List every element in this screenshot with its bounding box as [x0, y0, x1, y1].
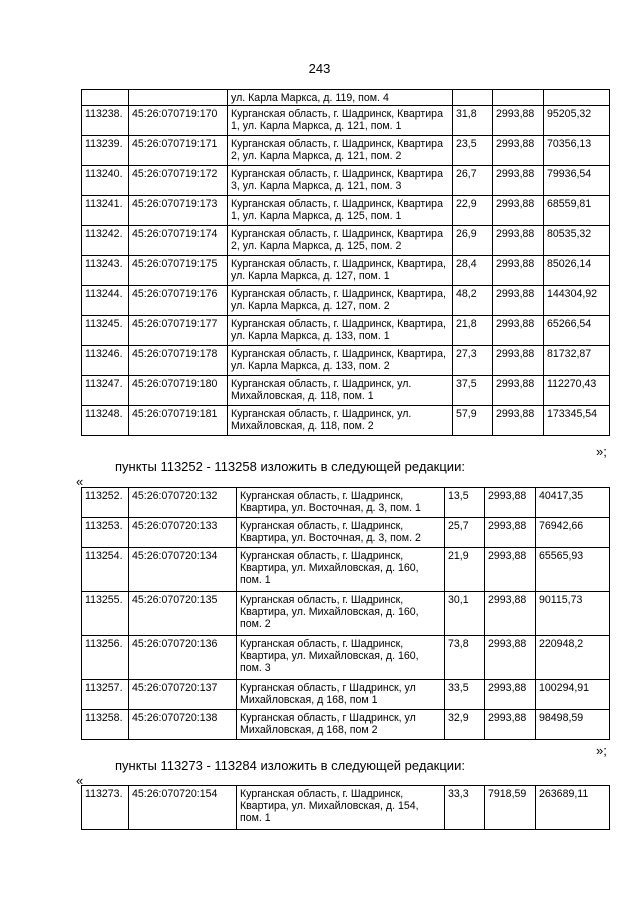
value-cell: 76942,66 [536, 518, 610, 548]
rate-cell: 2993,88 [493, 376, 544, 406]
area-cell: 26,7 [453, 166, 493, 196]
item-number-cell: 113241. [82, 196, 129, 226]
cadastral-number-cell: 45:26:070719:175 [129, 256, 228, 286]
cadastral-number-cell: 45:26:070720:135 [129, 592, 237, 636]
area-cell: 21,8 [453, 316, 493, 346]
table-row [82, 680, 610, 710]
closing-quote: »; [596, 743, 607, 758]
value-cell: 80535,32 [544, 226, 610, 256]
cadastral-number-cell [129, 90, 228, 106]
rate-cell: 2993,88 [485, 680, 536, 710]
rate-cell: 2993,88 [485, 592, 536, 636]
cadastral-number-cell: 45:26:070720:138 [129, 710, 237, 740]
address-cell: Курганская область, г. Шадринск, Квартира 2, ул. Карла Маркса, д. 125, пом. 2 [228, 226, 453, 256]
area-cell: 33,3 [445, 786, 485, 830]
address-cell: Курганская область, г. Шадринск, Квартира, ул. Михайловская, д. 160, пом. 3 [237, 636, 445, 680]
item-number-cell: 113258. [82, 710, 129, 740]
item-number-cell: 113255. [82, 592, 129, 636]
item-number-cell: 113246. [82, 346, 129, 376]
table-row [82, 286, 610, 316]
table-row [82, 710, 610, 740]
rate-cell: 2993,88 [493, 136, 544, 166]
address-cell: Курганская область, г Шадринск, ул Михайловская, д 168, пом 2 [237, 710, 445, 740]
address-cell: Курганская область, г. Шадринск, Квартира, ул. Восточная, д. 3, пом. 2 [237, 518, 445, 548]
cadastral-number-cell: 45:26:070720:134 [129, 548, 237, 592]
value-cell: 81732,87 [544, 346, 610, 376]
table-row [82, 786, 610, 830]
item-number-cell: 113243. [82, 256, 129, 286]
table-row [82, 136, 610, 166]
area-cell: 57,9 [453, 406, 493, 436]
amendment-paragraph: пункты 113252 - 113258 изложить в следующей редакции: [115, 459, 465, 474]
table-row [82, 90, 610, 106]
rate-cell: 2993,88 [485, 548, 536, 592]
opening-quote: « [76, 474, 84, 489]
opening-quote: « [76, 773, 84, 788]
rate-cell: 7918,59 [485, 786, 536, 830]
value-cell: 65266,54 [544, 316, 610, 346]
table-row [82, 548, 610, 592]
property-table-2 [81, 487, 610, 740]
rate-cell: 2993,88 [485, 518, 536, 548]
rate-cell: 2993,88 [493, 196, 544, 226]
table-row [82, 256, 610, 286]
item-number-cell: 113273. [82, 786, 129, 830]
rate-cell: 2993,88 [493, 106, 544, 136]
item-number-cell: 113253. [82, 518, 129, 548]
value-cell: 100294,91 [536, 680, 610, 710]
address-cell: Курганская область, г. Шадринск, Квартира 1, ул. Карла Маркса, д. 125, пом. 1 [228, 196, 453, 226]
table-row [82, 346, 610, 376]
rate-cell: 2993,88 [485, 710, 536, 740]
item-number-cell: 113257. [82, 680, 129, 710]
cadastral-number-cell: 45:26:070719:174 [129, 226, 228, 256]
table-row [82, 518, 610, 548]
cadastral-number-cell: 45:26:070720:137 [129, 680, 237, 710]
area-cell: 23,5 [453, 136, 493, 166]
table-row [82, 488, 610, 518]
area-cell: 22,9 [453, 196, 493, 226]
cadastral-number-cell: 45:26:070719:180 [129, 376, 228, 406]
area-cell: 48,2 [453, 286, 493, 316]
table-row [82, 636, 610, 680]
address-cell: Курганская область, г. Шадринск, ул. Михайловская, д. 118, пом. 1 [228, 376, 453, 406]
cadastral-number-cell: 45:26:070720:154 [129, 786, 237, 830]
address-cell: ул. Карла Маркса, д. 119, пом. 4 [228, 90, 453, 106]
address-cell: Курганская область, г. Шадринск, Квартира, ул. Карла Маркса, д. 127, пом. 1 [228, 256, 453, 286]
item-number-cell: 113256. [82, 636, 129, 680]
value-cell: 70356,13 [544, 136, 610, 166]
area-cell: 21,9 [445, 548, 485, 592]
table-row [82, 166, 610, 196]
rate-cell: 2993,88 [493, 256, 544, 286]
area-cell: 27,3 [453, 346, 493, 376]
area-cell: 30,1 [445, 592, 485, 636]
area-cell: 26,9 [453, 226, 493, 256]
value-cell: 95205,32 [544, 106, 610, 136]
rate-cell [493, 90, 544, 106]
address-cell: Курганская область, г Шадринск, ул Михайловская, д 168, пом 1 [237, 680, 445, 710]
address-cell: Курганская область, г. Шадринск, Квартира, ул. Карла Маркса, д. 127, пом. 2 [228, 286, 453, 316]
address-cell: Курганская область, г. Шадринск, Квартира 2, ул. Карла Маркса, д. 121, пом. 2 [228, 136, 453, 166]
closing-quote: »; [596, 444, 607, 459]
value-cell: 79936,54 [544, 166, 610, 196]
rate-cell: 2993,88 [493, 286, 544, 316]
table-row [82, 376, 610, 406]
area-cell: 25,7 [445, 518, 485, 548]
value-cell: 112270,43 [544, 376, 610, 406]
rate-cell: 2993,88 [493, 226, 544, 256]
cadastral-number-cell: 45:26:070719:173 [129, 196, 228, 226]
address-cell: Курганская область, г. Шадринск, Квартира, ул. Михайловская, д. 160, пом. 2 [237, 592, 445, 636]
rate-cell: 2993,88 [493, 406, 544, 436]
rate-cell: 2993,88 [485, 636, 536, 680]
table-row [82, 316, 610, 346]
address-cell: Курганская область, г. Шадринск, Квартира, ул. Михайловская, д. 154, пом. 1 [237, 786, 445, 830]
rate-cell: 2993,88 [493, 316, 544, 346]
item-number-cell: 113252. [82, 488, 129, 518]
table-row [82, 226, 610, 256]
area-cell: 37,5 [453, 376, 493, 406]
cadastral-number-cell: 45:26:070719:176 [129, 286, 228, 316]
area-cell: 32,9 [445, 710, 485, 740]
address-cell: Курганская область, г. Шадринск, Квартира, ул. Михайловская, д. 160, пом. 1 [237, 548, 445, 592]
address-cell: Курганская область, г. Шадринск, Квартира 3, ул. Карла Маркса, д. 121, пом. 3 [228, 166, 453, 196]
value-cell: 65565,93 [536, 548, 610, 592]
item-number-cell: 113244. [82, 286, 129, 316]
property-table-3 [81, 785, 610, 830]
value-cell: 90115,73 [536, 592, 610, 636]
area-cell: 33,5 [445, 680, 485, 710]
area-cell [453, 90, 493, 106]
address-cell: Курганская область, г. Шадринск, Квартира, ул. Восточная, д. 3, пом. 1 [237, 488, 445, 518]
amendment-paragraph: пункты 113273 - 113284 изложить в следующей редакции: [115, 758, 465, 773]
page-number: 243 [308, 61, 331, 76]
item-number-cell: 113245. [82, 316, 129, 346]
value-cell: 263689,11 [536, 786, 610, 830]
address-cell: Курганская область, г. Шадринск, Квартира 1, ул. Карла Маркса, д. 121, пом. 1 [228, 106, 453, 136]
cadastral-number-cell: 45:26:070719:172 [129, 166, 228, 196]
table-row [82, 196, 610, 226]
item-number-cell: 113247. [82, 376, 129, 406]
property-table-1 [81, 89, 610, 436]
value-cell [544, 90, 610, 106]
item-number-cell: 113238. [82, 106, 129, 136]
area-cell: 13,5 [445, 488, 485, 518]
item-number-cell: 113254. [82, 548, 129, 592]
item-number-cell: 113248. [82, 406, 129, 436]
value-cell: 173345,54 [544, 406, 610, 436]
cadastral-number-cell: 45:26:070719:177 [129, 316, 228, 346]
cadastral-number-cell: 45:26:070719:171 [129, 136, 228, 166]
table-row [82, 406, 610, 436]
address-cell: Курганская область, г. Шадринск, ул. Михайловская, д. 118, пом. 2 [228, 406, 453, 436]
cadastral-number-cell: 45:26:070719:178 [129, 346, 228, 376]
cadastral-number-cell: 45:26:070720:133 [129, 518, 237, 548]
cadastral-number-cell: 45:26:070719:181 [129, 406, 228, 436]
cadastral-number-cell: 45:26:070720:132 [129, 488, 237, 518]
table-row [82, 592, 610, 636]
value-cell: 85026,14 [544, 256, 610, 286]
area-cell: 73,8 [445, 636, 485, 680]
area-cell: 28,4 [453, 256, 493, 286]
address-cell: Курганская область, г. Шадринск, Квартира, ул. Карла Маркса, д. 133, пом. 2 [228, 346, 453, 376]
item-number-cell: 113242. [82, 226, 129, 256]
rate-cell: 2993,88 [485, 488, 536, 518]
value-cell: 220948,2 [536, 636, 610, 680]
value-cell: 144304,92 [544, 286, 610, 316]
value-cell: 40417,35 [536, 488, 610, 518]
item-number-cell: 113239. [82, 136, 129, 166]
rate-cell: 2993,88 [493, 346, 544, 376]
area-cell: 31,8 [453, 106, 493, 136]
cadastral-number-cell: 45:26:070720:136 [129, 636, 237, 680]
table-row [82, 106, 610, 136]
cadastral-number-cell: 45:26:070719:170 [129, 106, 228, 136]
item-number-cell: 113240. [82, 166, 129, 196]
item-number-cell [82, 90, 129, 106]
rate-cell: 2993,88 [493, 166, 544, 196]
address-cell: Курганская область, г. Шадринск, Квартира, ул. Карла Маркса, д. 133, пом. 1 [228, 316, 453, 346]
value-cell: 68559,81 [544, 196, 610, 226]
value-cell: 98498,59 [536, 710, 610, 740]
